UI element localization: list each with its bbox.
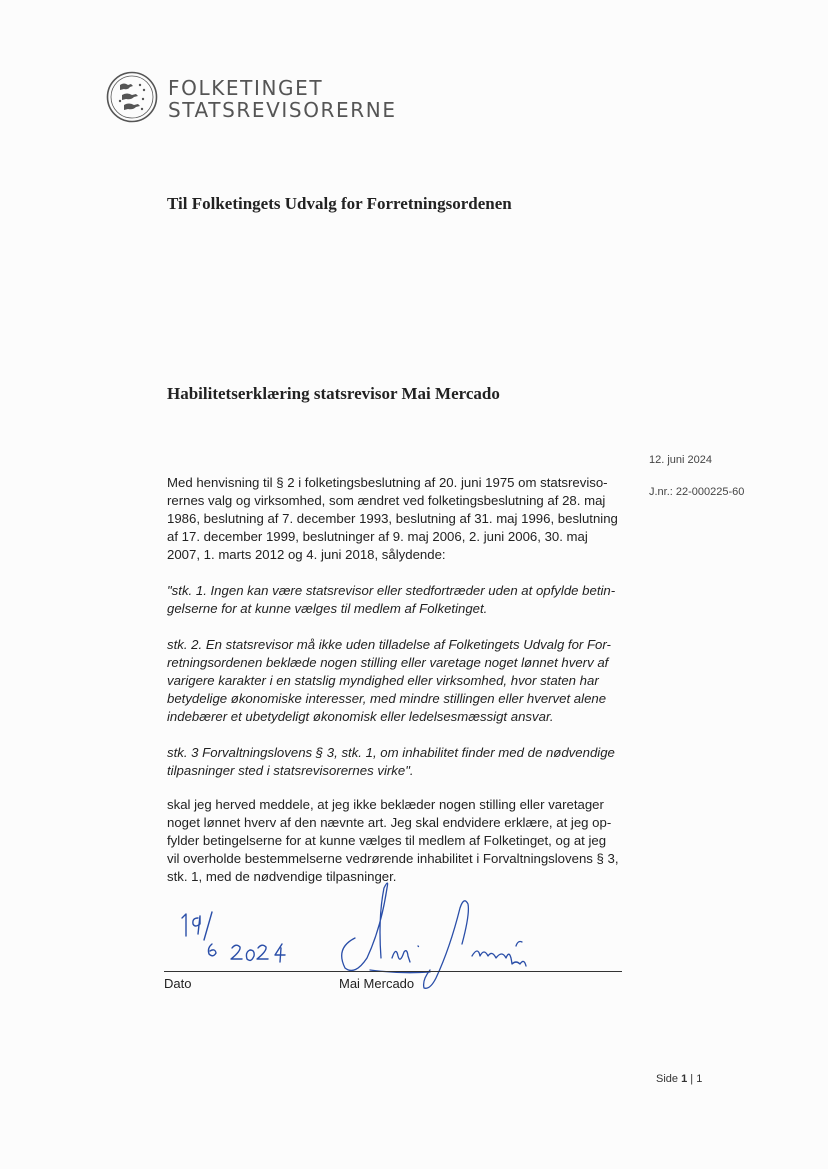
text-line: vil overholde bestemmelserne vedrørende inhabilitet i Forvaltningslovens § 3, — [167, 851, 619, 866]
text-line: 1986, beslutning af 7. december 1993, beslutning af 31. maj 1996, beslutning — [167, 511, 618, 526]
page-current: 1 — [681, 1073, 688, 1085]
quote-stk-2 — [167, 636, 627, 726]
journal-number: J.nr.: 22-000225-60 — [649, 486, 745, 498]
intro-paragraph — [167, 474, 627, 564]
signature-area — [160, 880, 630, 990]
letterhead-line-statsrevisorerne: STATSREVISORERNE — [168, 98, 397, 122]
text-line: gelserne for at kunne vælges til medlem af Folketinget. — [167, 601, 488, 616]
recipient-heading: Til Folketingets Udvalg for Forretningsordenen — [167, 194, 512, 213]
page-number: Side 1 | 1 — [656, 1073, 703, 1085]
quote-stk-1 — [167, 582, 627, 618]
text-line: varigere karakter i en statslig myndighed eller virksomhed, hvor staten har — [167, 673, 599, 688]
text-line: Med henvisning til § 2 i folketingsbeslutning af 20. juni 1975 om statsreviso- — [167, 475, 608, 490]
signatory-name: Mai Mercado — [339, 976, 415, 991]
folketinget-seal-logo — [106, 71, 158, 123]
text-line: stk. 3 Forvaltningslovens § 3, stk. 1, om inhabilitet finder med de nødvendige — [167, 745, 615, 760]
closing-paragraph — [167, 796, 627, 886]
signature-line — [164, 971, 622, 972]
text-line: skal jeg herved meddele, at jeg ikke beklæder nogen stilling eller varetager — [167, 797, 604, 812]
letterhead-line-folketinget: FOLKETINGET — [168, 76, 324, 100]
handwritten-name-signature — [342, 883, 526, 988]
text-line: indebærer et ubetydeligt økonomisk eller ledelsesmæssigt ansvar. — [167, 709, 554, 724]
subject-heading: Habilitetserklæring statsrevisor Mai Mercado — [167, 384, 500, 403]
text-line: rernes valg og virksomhed, som ændret ved folketingsbeslutning af 28. maj — [167, 493, 606, 508]
text-line: betydelige økonomiske interesser, med mindre stillingen eller hvervet alene — [167, 691, 607, 706]
text-line: 2007, 1. marts 2012 og 4. juni 2018, sålydende: — [167, 547, 446, 562]
text-line: tilpasninger sted i statsrevisorernes virke". — [167, 763, 414, 778]
quote-stk-3 — [167, 744, 627, 780]
text-line: stk. 2. En statsrevisor må ikke uden tilladelse af Folketingets Udvalg for For- — [167, 637, 611, 652]
date-label: Dato — [164, 976, 192, 991]
text-line: retningsordenen beklæde nogen stilling eller varetage noget lønnet hverv af — [167, 655, 609, 670]
text-line: noget lønnet hverv af den nævnte art. Jeg skal endvidere erklære, at jeg op- — [167, 815, 612, 830]
page-total: 1 — [696, 1073, 703, 1085]
text-line: "stk. 1. Ingen kan være statsrevisor eller stedfortræder uden at opfylde betin- — [167, 583, 616, 598]
handwritten-date — [182, 912, 285, 962]
text-line: fylder betingelserne for at kunne vælges til medlem af Folketinget, og at jeg — [167, 833, 607, 848]
text-line: af 17. december 1999, beslutninger af 9. maj 2006, 2. juni 2006, 30. maj — [167, 529, 588, 544]
text-line: stk. 1, med de nødvendige tilpasninger. — [167, 869, 397, 884]
letter-date: 12. juni 2024 — [649, 454, 712, 466]
page-label: Side — [656, 1073, 679, 1085]
